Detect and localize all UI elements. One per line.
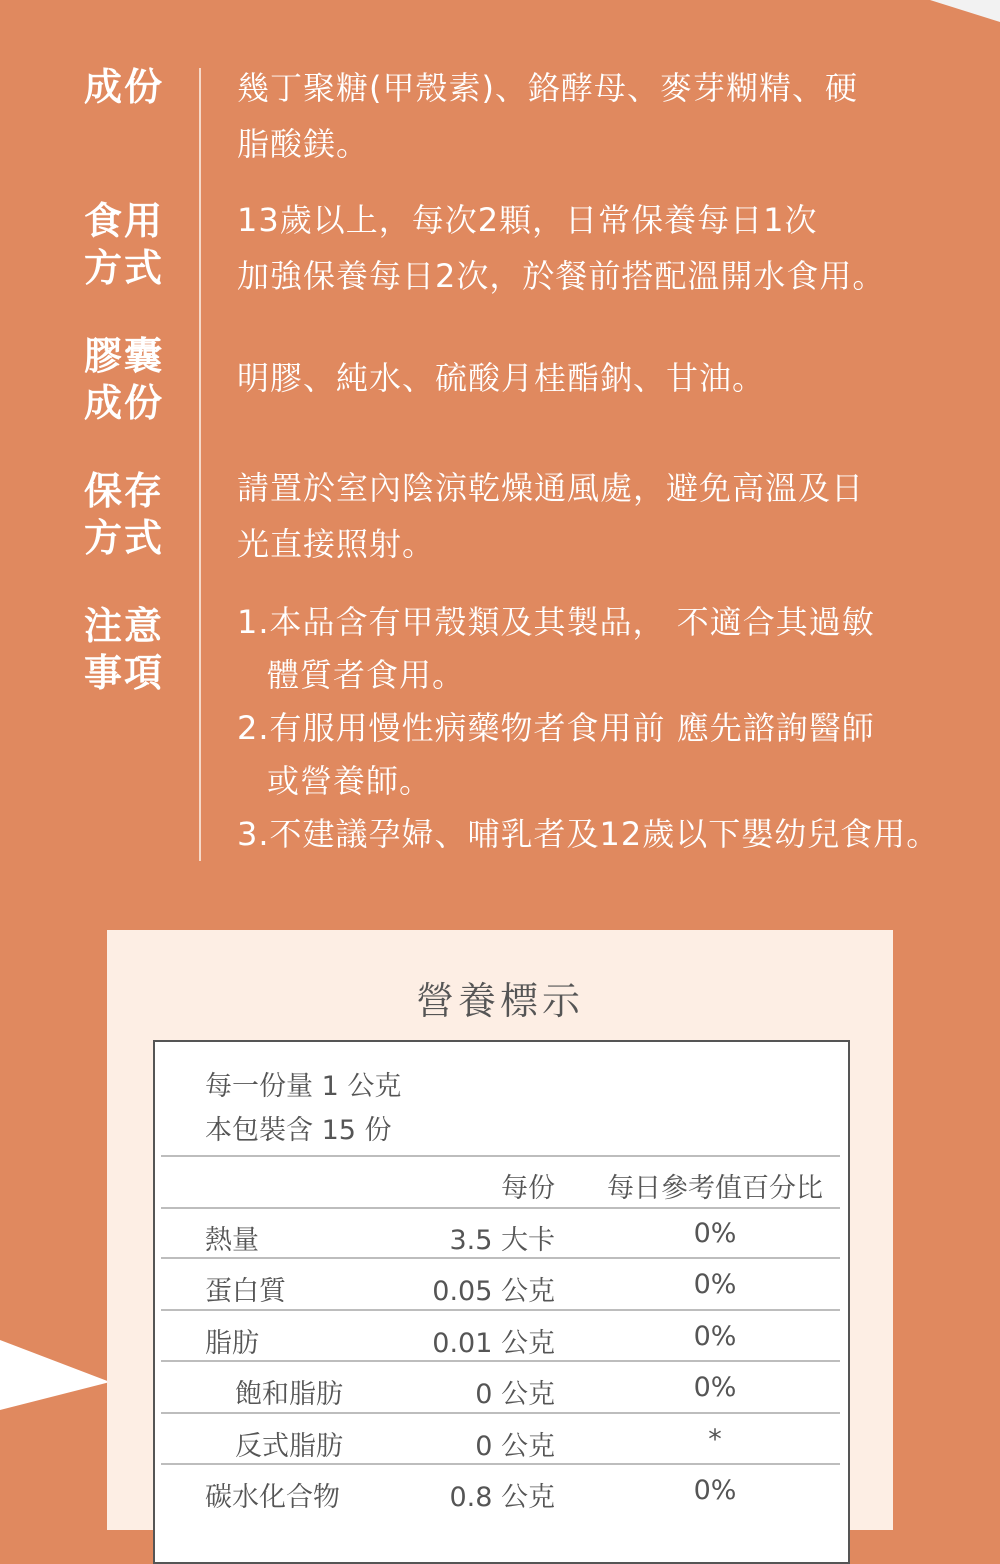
label-ingredients [84,64,184,111]
label-storage-line-2: 方式 [84,516,165,560]
label-usage [84,198,184,292]
row-per-serving: 0.01 公克 [432,1328,555,1359]
usage-line-2: 加強保養每日2次，於餐前搭配溫開水食用。 [237,257,886,295]
value-ingredients [237,60,957,172]
row-name: 熱量 [205,1225,259,1256]
capsule-line-1: 明膠、純水、硫酸月桂酯鈉、甘油。 [237,359,766,397]
label-ingredients-text: 成份 [84,65,165,109]
row-name: 碳水化合物 [205,1482,340,1513]
label-notes-line-1: 注意 [84,604,165,648]
nutrition-card [107,930,893,1530]
label-storage [84,468,184,562]
ingredients-line-2: 脂酸鎂。 [237,125,370,163]
table-divider [161,1257,840,1259]
col-header-daily-pct: 每日參考值百分比 [607,1173,823,1204]
value-storage [237,460,957,572]
note-2-line-2: 或營養師。 [267,762,433,800]
table-divider [161,1207,840,1209]
table-divider [161,1412,840,1414]
servings-per-pack: 本包裝含 15 份 [205,1115,392,1146]
row-name: 反式脂肪 [235,1431,343,1462]
col-header-per-serving: 每份 [501,1173,555,1204]
table-divider [161,1309,840,1311]
row-per-serving: 0 公克 [475,1431,555,1462]
nutrition-table [153,1040,850,1564]
table-divider [161,1360,840,1362]
row-per-serving: 0.05 公克 [432,1276,555,1307]
corner-decoration-left [0,1340,110,1410]
nutrition-title: 營養標示 [415,979,584,1023]
label-usage-line-2: 方式 [84,246,165,290]
value-usage [237,192,957,304]
label-capsule [84,333,184,427]
note-2-line-1: 2.有服用慢性病藥物者食用前 應先諮詢醫師 [237,709,875,747]
row-daily-pct: 0% [693,1321,737,1352]
row-daily-pct: * [708,1424,722,1455]
vertical-divider [199,68,201,861]
serving-size: 每一份量 1 公克 [205,1071,402,1102]
value-capsule [237,350,957,406]
row-per-serving: 0 公克 [475,1379,555,1410]
row-daily-pct: 0% [693,1372,737,1403]
label-notes-line-2: 事項 [84,651,165,695]
note-1-line-2: 體質者食用。 [267,656,466,694]
label-storage-line-1: 保存 [84,469,165,513]
label-usage-line-1: 食用 [84,199,165,243]
row-per-serving: 3.5 大卡 [449,1225,555,1256]
row-daily-pct: 0% [693,1475,737,1506]
row-per-serving: 0.8 公克 [449,1482,555,1513]
label-notes [84,603,184,697]
label-capsule-line-1: 膠囊 [84,334,165,378]
row-name: 蛋白質 [205,1276,286,1307]
usage-line-1: 13歲以上，每次2顆，日常保養每日1次 [237,201,818,239]
note-1-line-1: 1.本品含有甲殼類及其製品， 不適合其過敏 [237,603,875,641]
row-daily-pct: 0% [693,1269,737,1300]
table-divider [161,1463,840,1465]
value-notes [237,596,957,861]
label-capsule-line-2: 成份 [84,381,165,425]
table-divider [161,1155,840,1157]
ingredients-line-1: 幾丁聚糖(甲殼素)、鉻酵母、麥芽糊精、硬 [237,69,858,107]
storage-line-2: 光直接照射。 [237,525,436,563]
row-daily-pct: 0% [693,1218,737,1249]
storage-line-1: 請置於室內陰涼乾燥通風處，避免高溫及日 [237,469,865,507]
row-name: 飽和脂肪 [235,1379,343,1410]
note-3: 3.不建議孕婦、哺乳者及12歲以下嬰幼兒食用。 [237,815,940,853]
row-name: 脂肪 [205,1328,259,1359]
